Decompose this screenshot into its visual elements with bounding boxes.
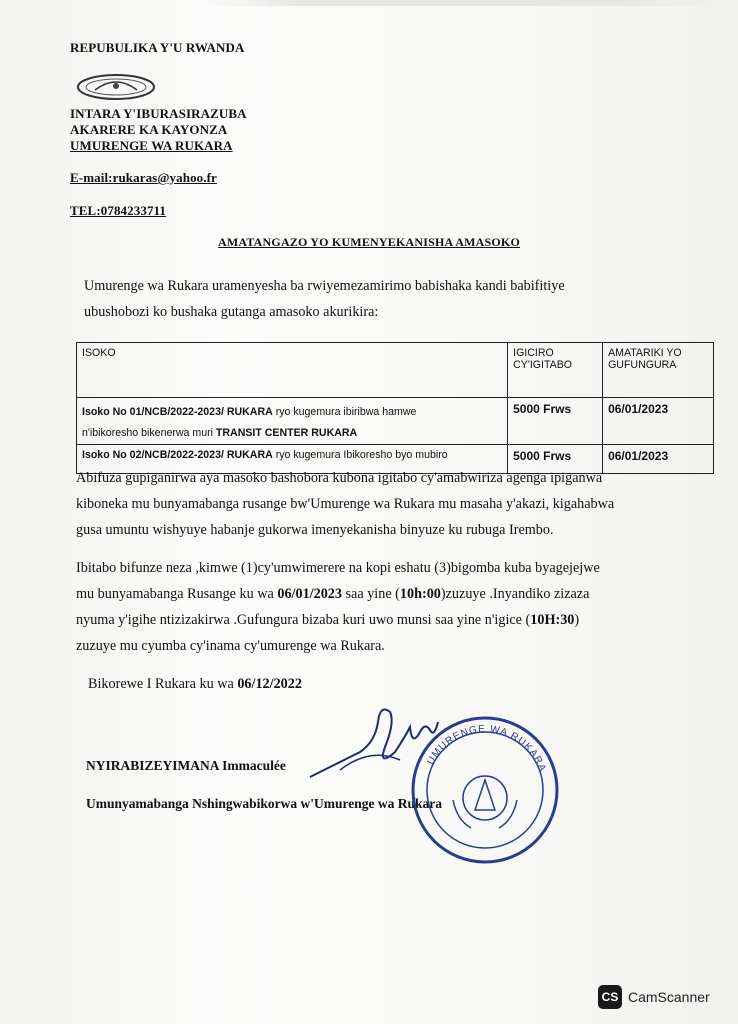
scan-shadow xyxy=(200,0,720,6)
document-title: AMATANGAZO YO KUMENYEKANISHA AMASOKO xyxy=(218,235,520,249)
official-stamp xyxy=(405,710,565,870)
table-row xyxy=(77,398,714,445)
intro-line-1: Umurenge wa Rukara uramenyesha ba rwiyemezamirimo babishaka kandi babifitiye xyxy=(84,278,565,294)
camscanner-watermark xyxy=(598,985,710,1009)
signatory-name: NYIRABIZEYIMANA Immaculée xyxy=(86,758,286,773)
sector-heading: UMURENGE WA RUKARA xyxy=(70,138,233,153)
para3-line-2: mu bunyamabanga Rusange ku wa 06/01/2023 saa yine (10h:00)zuzuye .Inyandiko zizaza xyxy=(76,586,590,602)
signed-date-line: Bikorewe I Rukara ku wa 06/12/2022 xyxy=(88,676,302,692)
table-cell-date: 06/01/2023 xyxy=(603,445,714,474)
table-cell-isoko: Isoko No 01/NCB/2022-2023/ RUKARA ryo kugemura ibiribwa hamwe n'ibikoresho bikenerwa muri TRANSIT CENTER RUKARA xyxy=(77,398,508,445)
intro-line-2: ubushobozi ko bushaka gutanga amasoko akurikira: xyxy=(84,304,379,320)
rwanda-emblem-logo xyxy=(75,72,157,102)
table-cell-date: 06/01/2023 xyxy=(603,398,714,445)
republic-heading: REPUBULIKA Y'U RWANDA xyxy=(70,40,245,55)
para2-line-3: gusa umuntu wishyuye habanje gukorwa imenyekanisha binyuze ku rubuga Irembo. xyxy=(76,522,554,538)
para3-line-1: Ibitabo bifunze neza ,kimwe (1)cy'umwimerere na kopi eshatu (3)bigomba kuba byagejejwe xyxy=(76,560,600,576)
tender-table xyxy=(76,342,714,474)
table-cell-price: 5000 Frws xyxy=(508,398,603,445)
table-header: IGICIRO CY'IGITABO xyxy=(508,343,603,398)
para2-line-2: kiboneka mu bunyamabanga rusange bw'Umurenge wa Rukara mu masaha y'akazi, kigahabwa xyxy=(76,496,615,512)
table-header-row xyxy=(77,343,714,398)
tel-line: TEL:0784233711 xyxy=(70,203,167,218)
table-cell-isoko: Isoko No 02/NCB/2022-2023/ RUKARA ryo kugemura Ibikoresho byo mubiro xyxy=(77,445,508,474)
table-header: AMATARIKI YO GUFUNGURA xyxy=(603,343,714,398)
camscanner-label: CamScanner xyxy=(628,989,710,1005)
table-cell-price: 5000 Frws xyxy=(508,445,603,474)
camscanner-icon: CS xyxy=(598,985,622,1009)
svg-text:UMURENGE WA RUKARA: UMURENGE WA RUKARA xyxy=(425,723,548,774)
para3-line-4: zuzuye mu cyumba cy'inama cy'umurenge wa Rukara. xyxy=(76,638,385,654)
signatory-role: Umunyamabanga Nshingwabikorwa w'Umurenge wa Rukara xyxy=(86,796,443,811)
district-heading: AKARERE KA KAYONZA xyxy=(70,122,228,137)
para2-line-1: Abifuza gupiganirwa aya masoko bashobora kubona igitabo cy'amabwiriza agenga ipiganwa xyxy=(76,470,603,486)
province-heading: INTARA Y'IBURASIRAZUBA xyxy=(70,106,247,121)
email-line: E-mail:rukaras@yahoo.fr xyxy=(70,170,217,185)
table-header: ISOKO xyxy=(77,343,508,398)
para3-line-3: nyuma y'igihe ntizizakirwa .Gufungura bizaba kuri uwo munsi saa yine n'igice (10H:30) xyxy=(76,612,580,628)
